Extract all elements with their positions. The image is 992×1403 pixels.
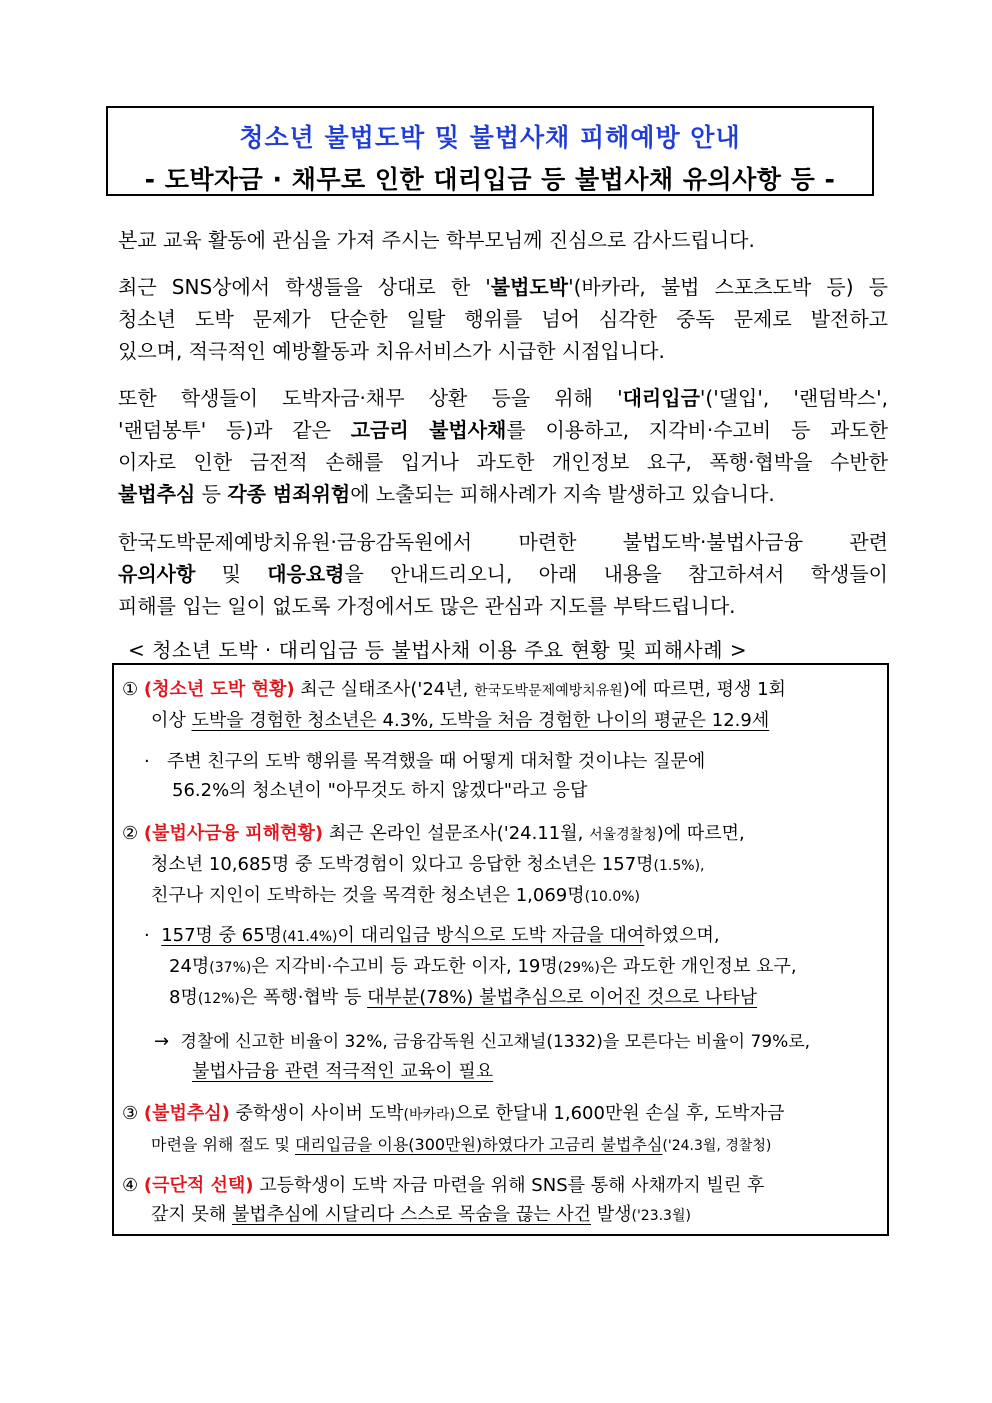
intro-paragraph-3: 또한 학생들이 도박자금·채무 상환 등을 위해 '대리입금'('댈입', '랜덤박스', '랜덤봉투' 등)과 같은 고금리 불법사채를 이용하고, 지각비·수고비 등 과도한 이자로 인한 금전적 손해를 입거나 과도한 개인정보 요구, 폭행·협박을 수반한 불법추심 등 각종 범죄위험에 노출되는 피해사례가 지속 발생하고 있습니다. — [118, 386, 889, 506]
case-box — [112, 663, 889, 1236]
section-title: < 청소년 도박 · 대리입금 등 불법사채 이용 주요 현황 및 피해사례 > — [128, 638, 748, 662]
document-title: 청소년 불법도박 및 불법사채 피해예방 안내 — [239, 123, 741, 152]
case-2-arrow-note: → 경찰에 신고한 비율이 32%, 금융감독원 신고채널(1332)을 모른다는 비율이 79%로, 불법사금융 관련 적극적인 교육이 필요 — [154, 1031, 811, 1082]
intro-paragraph-1: 본교 교육 활동에 관심을 가져 주시는 학부모님께 진심으로 감사드립니다. — [118, 228, 755, 252]
case-4: ④ (극단적 선택) 고등학생이 도박 자금 마련을 위해 SNS를 통해 사채까지 빌린 후 갚지 못해 불법추심에 시달리다 스스로 목숨을 끊는 사건 발생('23.3월) — [122, 1175, 765, 1225]
case-2-bullet: · 157명 중 65명(41.4%)이 대리입금 방식으로 도박 자금을 대여하였으며, 24명(37%)은 지각비·수고비 등 과도한 이자, 19명(29%)은 과도한 개인정보 요구, 8명(12%)은 폭행·협박 등 대부분(78%) 불법추심으로 이어진 것으로 나타남 — [144, 925, 797, 1008]
case-1-bullet: · 주변 친구의 도박 행위를 목격했을 때 어떻게 대처할 것이냐는 질문에 56.2%의 청소년이 "아무것도 하지 않겠다"라고 응답 — [144, 751, 706, 801]
case-2: ② (불법사금융 피해현황) 최근 온라인 설문조사('24.11월, 서울경찰청)에 따르면, 청소년 10,685명 중 도박경험이 있다고 응답한 청소년은 157명(1.5%), 친구나 지인이 도박하는 것을 목격한 청소년은 1,069명(10.0%) — [122, 823, 745, 906]
case-3: ③ (불법추심) 중학생이 사이버 도박(바카라)으로 한달내 1,600만원 손실 후, 도박자금 마련을 위해 절도 및 대리입금을 이용(300만원)하였다가 고금리 불법추심('24.3월, 경찰청) — [122, 1103, 785, 1154]
title-box — [106, 106, 874, 196]
intro-paragraph-4: 한국도박문제예방치유원·금융감독원에서 마련한 불법도박·불법사금융 관련 유의사항 및 대응요령을 안내드리오니, 아래 내용을 참고하셔서 학생들이 피해를 입는 일이 없도록 가정에서도 많은 관심과 지도를 부탁드립니다. — [118, 530, 888, 618]
case-1: ① (청소년 도박 현황) 최근 실태조사('24년, 한국도박문제예방치유원)에 따르면, 평생 1회 이상 도박을 경험한 청소년은 4.3%, 도박을 처음 경험한 나이의 평균은 12.9세 — [122, 679, 786, 731]
document-subtitle: - 도박자금 · 채무로 인한 대리입금 등 불법사채 유의사항 등 - — [144, 165, 836, 194]
intro-paragraph-2: 최근 SNS상에서 학생들을 상대로 한 '불법도박'(바카라, 불법 스포츠도박 등) 등 청소년 도박 문제가 단순한 일탈 행위를 넘어 심각한 중독 문제로 발전하고 있으며, 적극적인 예방활동과 치유서비스가 시급한 시점입니다. — [118, 275, 889, 363]
